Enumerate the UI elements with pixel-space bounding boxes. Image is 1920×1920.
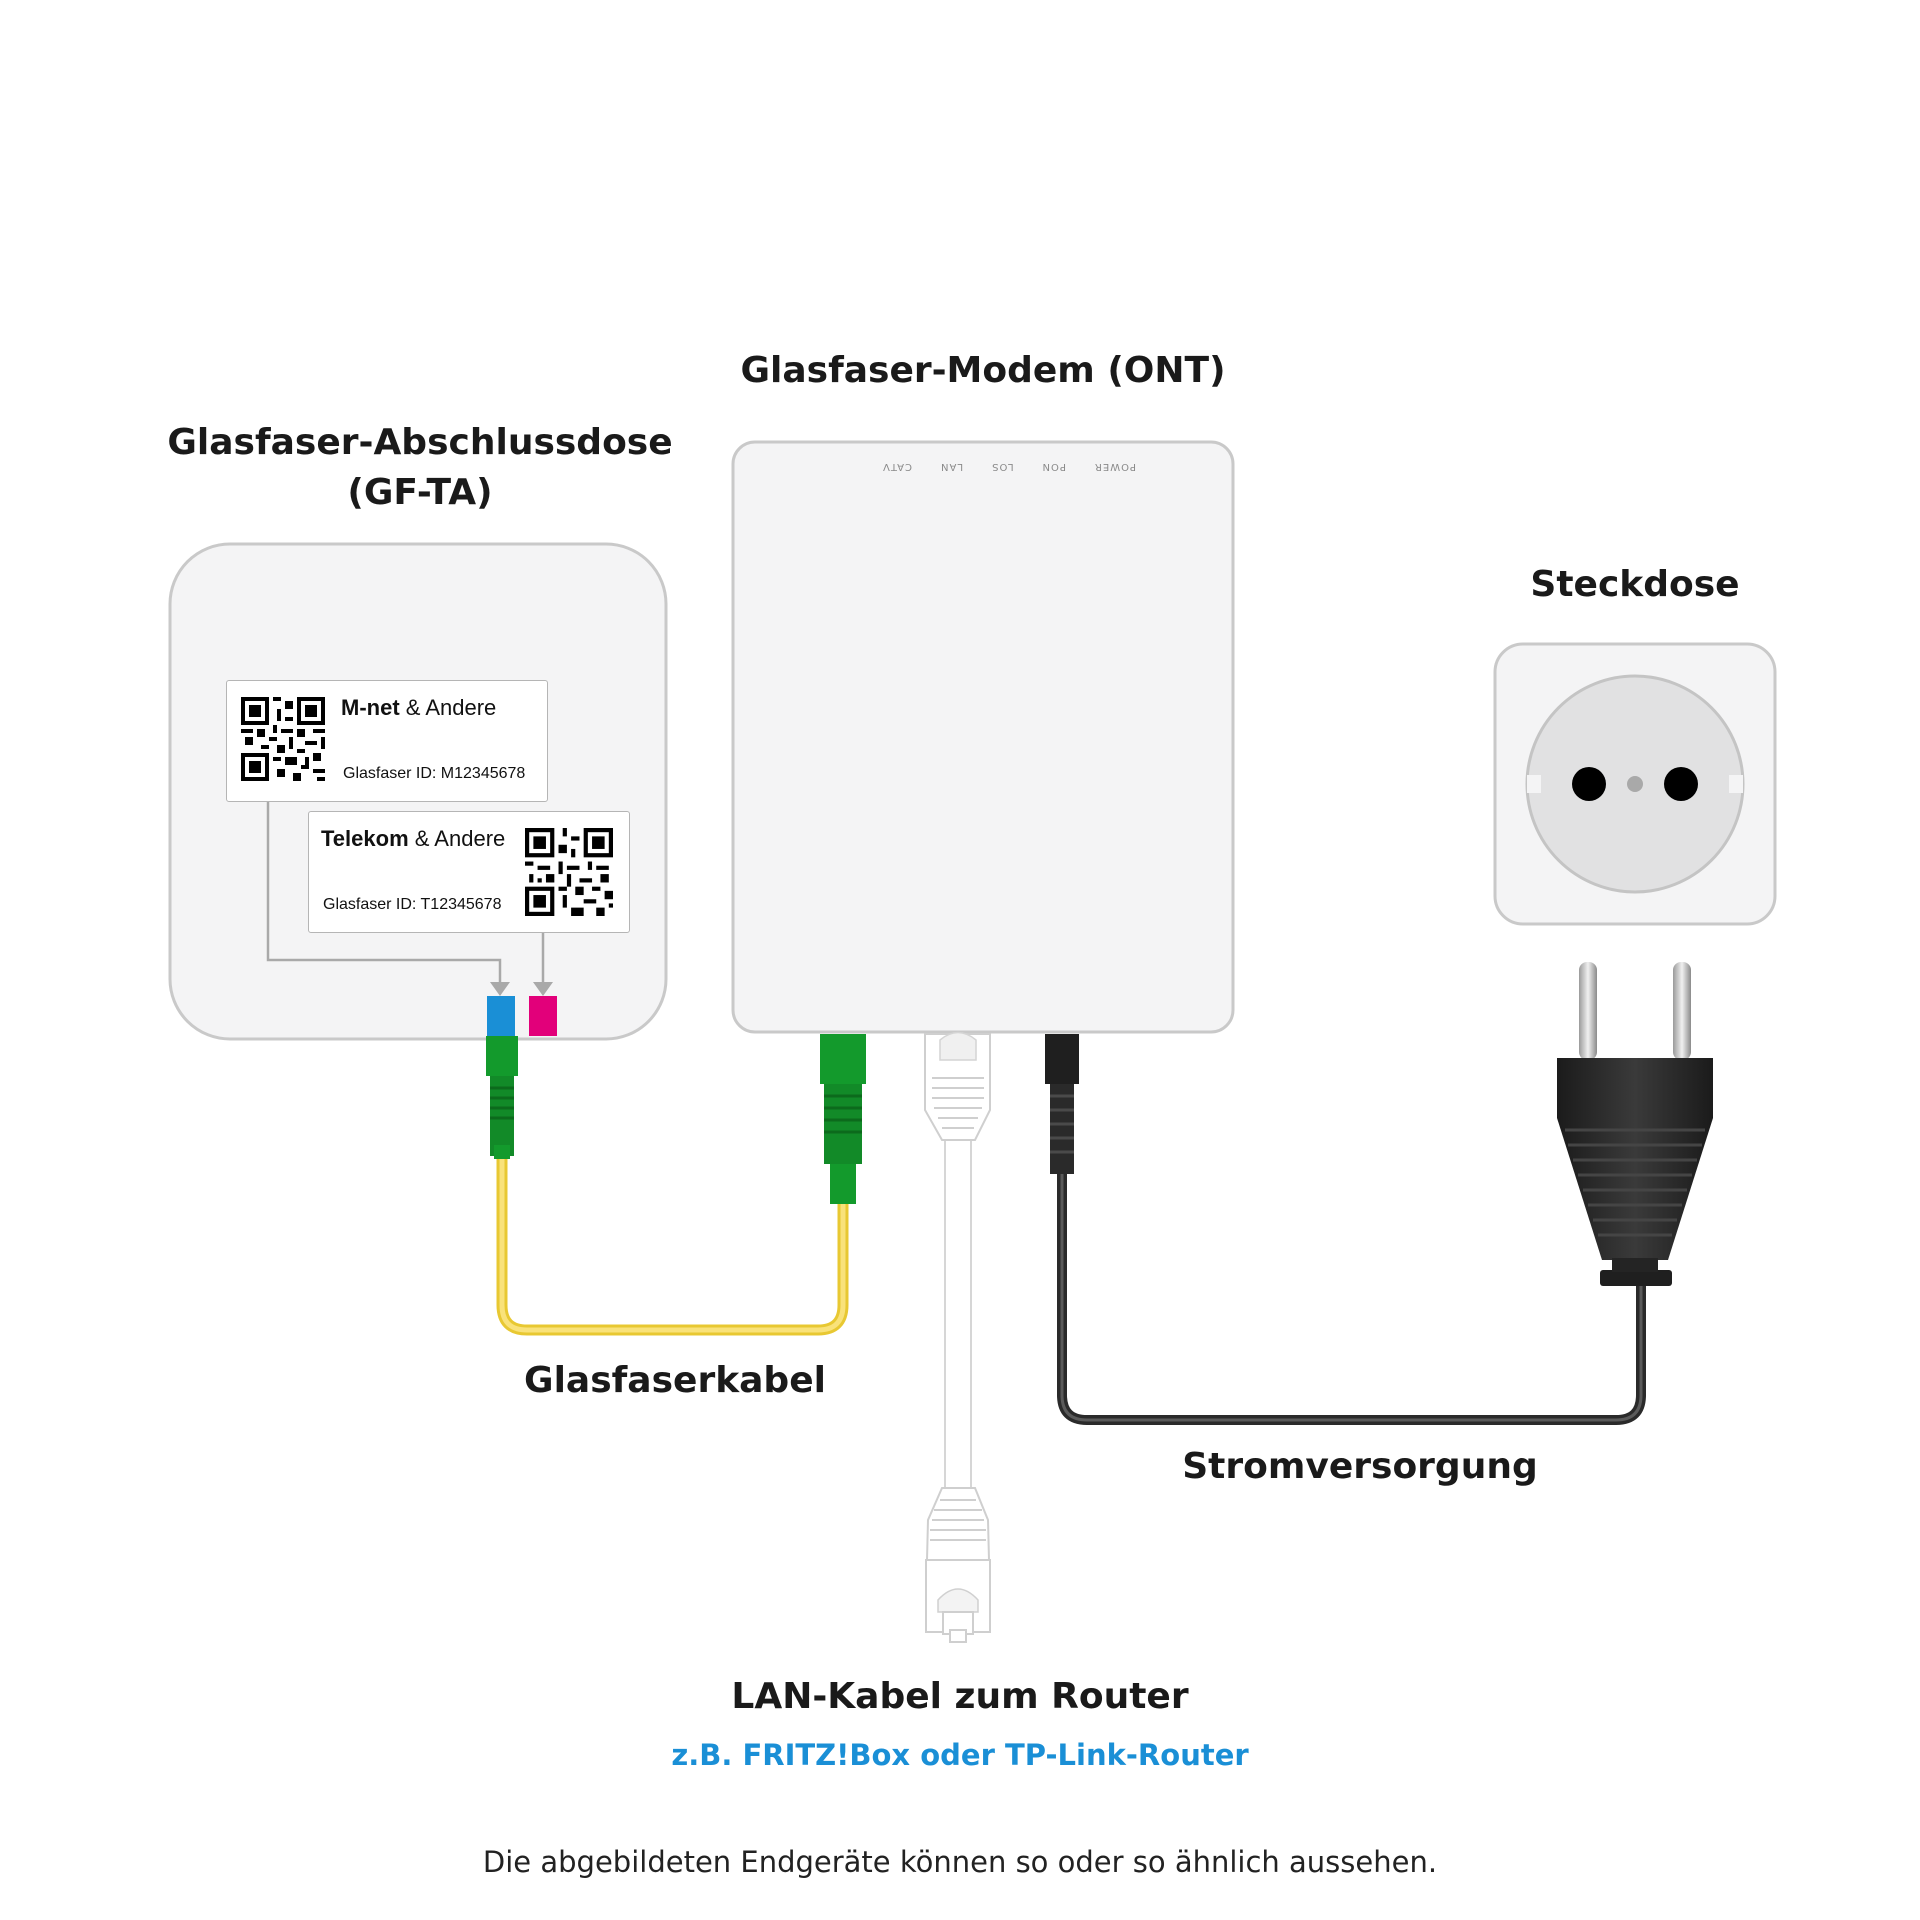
disclaimer-text: Die abgebildeten Endgeräte können so oder so ähnlich aussehen. xyxy=(482,1845,1438,1879)
port-label: LOS xyxy=(991,461,1014,472)
fiber-connector-left xyxy=(486,1036,518,1159)
socket-title: Steckdose xyxy=(1530,564,1740,605)
brand-telekom: Telekom xyxy=(321,826,409,851)
ont-title: Glasfaser-Modem (ONT) xyxy=(740,350,1226,391)
router-examples-label: z.B. FRITZ!Box oder TP-Link-Router xyxy=(671,1738,1249,1772)
gfta-title-line1: Glasfaser-Abschlussdose xyxy=(167,422,673,463)
lan-cable[interactable] xyxy=(925,1033,990,1643)
power-dc-connector xyxy=(1045,1034,1079,1174)
qr-code-icon xyxy=(241,697,325,781)
power-supply-label: Stromversorgung xyxy=(1182,1446,1538,1487)
lan-cable-label: LAN-Kabel zum Router xyxy=(731,1676,1189,1717)
power-cable[interactable] xyxy=(1062,1174,1641,1420)
power-socket-icon xyxy=(1495,644,1775,924)
fiber-cable[interactable] xyxy=(502,1150,843,1330)
gfta-title-line2: (GF-TA) xyxy=(347,472,493,513)
port-mnet xyxy=(487,996,515,1036)
label-card-mnet xyxy=(226,680,548,802)
brand-mnet: M-net xyxy=(341,695,400,720)
label-card-telekom xyxy=(308,811,630,933)
fiber-connector-right xyxy=(820,1034,866,1204)
ont-box xyxy=(733,442,1233,1032)
brand-telekom-suffix: & Andere xyxy=(408,826,506,851)
ont-port-labels xyxy=(868,461,1150,472)
port-label: POWER xyxy=(1093,461,1137,472)
port-telekom xyxy=(529,996,557,1036)
gfta-title xyxy=(160,418,680,518)
fiber-cable-label: Glasfaserkabel xyxy=(524,1360,826,1401)
euro-plug-icon xyxy=(1557,962,1713,1286)
port-label: CATV xyxy=(882,461,912,472)
fiber-id-telekom: Glasfaser ID: T12345678 xyxy=(323,896,502,913)
port-label: LAN xyxy=(940,461,964,472)
port-label: PON xyxy=(1041,461,1066,472)
brand-mnet-suffix: & Andere xyxy=(399,695,497,720)
fiber-id-mnet: Glasfaser ID: M12345678 xyxy=(343,765,526,782)
qr-code-icon xyxy=(525,828,613,916)
